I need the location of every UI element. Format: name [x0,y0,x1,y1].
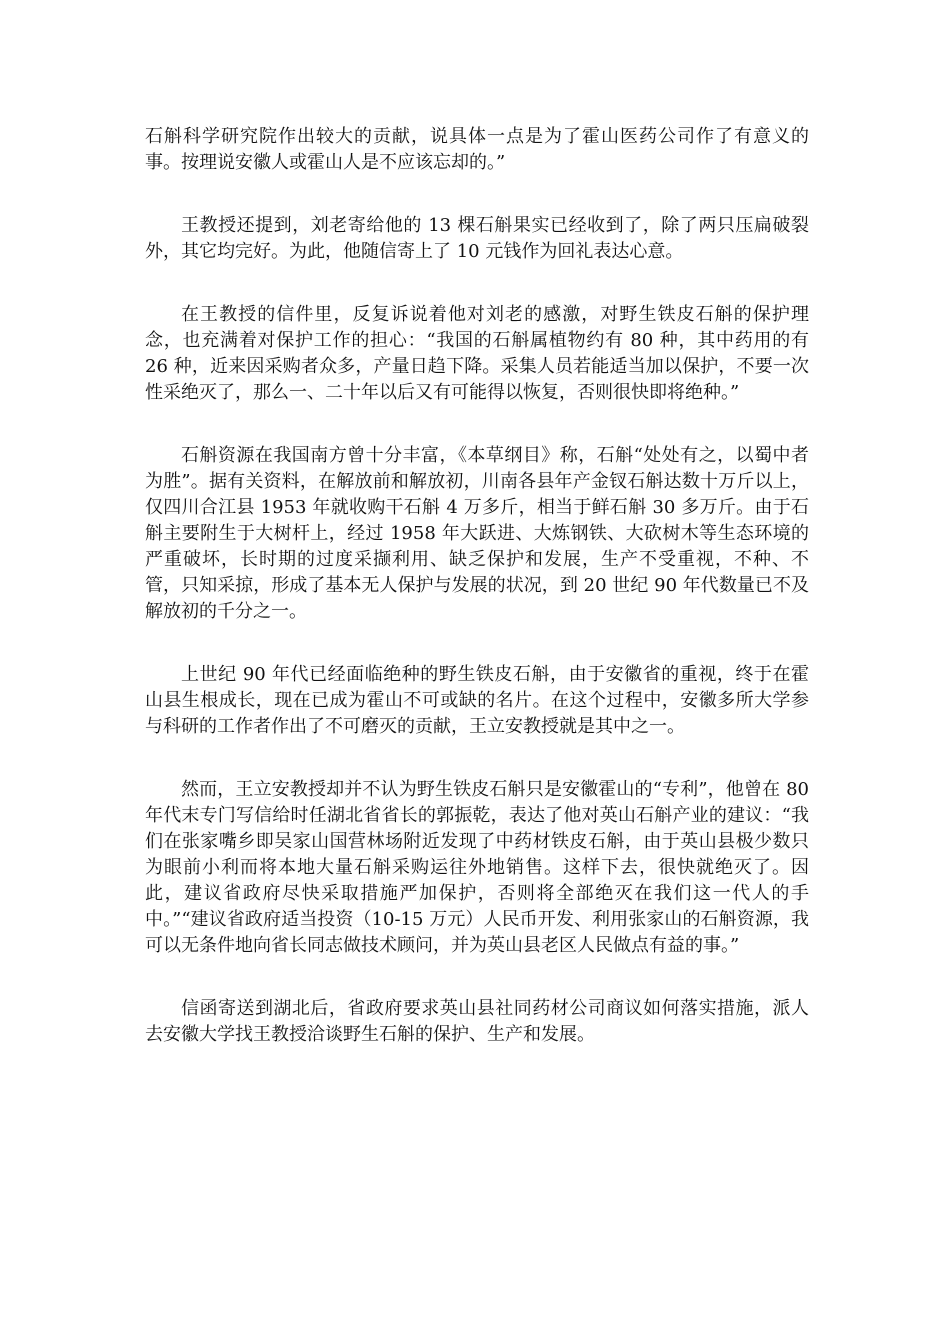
paragraph-continued: 石斛科学研究院作出较大的贡献，说具体一点是为了霍山医药公司作了有意义的事。按理说安徽人或霍山人是不应该忘却的。” [145,126,809,173]
paragraph-resource-history: 石斛资源在我国南方曾十分丰富，《本草纲目》称，石斛“处处有之，以蜀中者为胜”。据有关资料，在解放前和解放初，川南各县年产金钗石斛达数十万斤以上，仅四川合江县 1953 年就收购干石斛 4 万多斤，相当于鲜石斛 30 多万斤。由于石斛主要附生于大树杆上，经过 1958 年大跃进、大炼钢铁、大砍树木等生态环境的严重破坏，长时期的过度采撷利用、缺乏保护和发展，生产不受重视，不种、不管，只知采掠，形成了基本无人保护与发展的状况，到 20 世纪 90 年代数量已不及解放初的千分之一。 [145,445,809,622]
paragraph-letter-concerns: 在王教授的信件里，反复诉说着他对刘老的感激，对野生铁皮石斛的保护理念，也充满着对保护工作的担心：“我国的石斛属植物约有 80 种，其中药用的有 26 种，近来因采购者众多，产量日趋下降。采集人员若能适当加以保护，不要一次性采绝灭了，那么一、二十年以后又有可能得以恢复，否则很快即将绝种。” [145,304,809,403]
article-body [145,124,809,1085]
paragraph-hubei-response: 信函寄送到湖北后，省政府要求英山县社同药材公司商议如何落实措施，派人去安徽大学找王教授洽谈野生石斛的保护、生产和发展。 [145,998,809,1045]
paragraph-huoshan-growth: 上世纪 90 年代已经面临绝种的野生铁皮石斛，由于安徽省的重视，终于在霍山县生根成长，现在已成为霍山不可或缺的名片。在这个过程中，安徽多所大学参与科研的工作者作出了不可磨灭的贡献，王立安教授就是其中之一。 [145,664,809,737]
paragraph-fruit-received: 王教授还提到，刘老寄给他的 13 棵石斛果实已经收到了，除了两只压扁破裂外，其它均完好。为此，他随信寄上了 10 元钱作为回礼表达心意。 [145,215,809,262]
paragraph-yingshan-proposal: 然而，王立安教授却并不认为野生铁皮石斛只是安徽霍山的“专利”，他曾在 80 年代末专门写信给时任湖北省省长的郭振乾，表达了他对英山石斛产业的建议：“我们在张家嘴乡即吴家山国营林场附近发现了中药材铁皮石斛，由于英山县极少数只为眼前小利而将本地大量石斛采购运往外地销售。这样下去，很快就绝灭了。因此，建议省政府尽快采取措施严加保护，否则将全部绝灭在我们这一代人的手中。”“建议省政府适当投资（10-15 万元）人民币开发、利用张家山的石斛资源，我可以无条件地向省长同志做技术顾问，并为英山县老区人民做点有益的事。” [145,779,809,956]
